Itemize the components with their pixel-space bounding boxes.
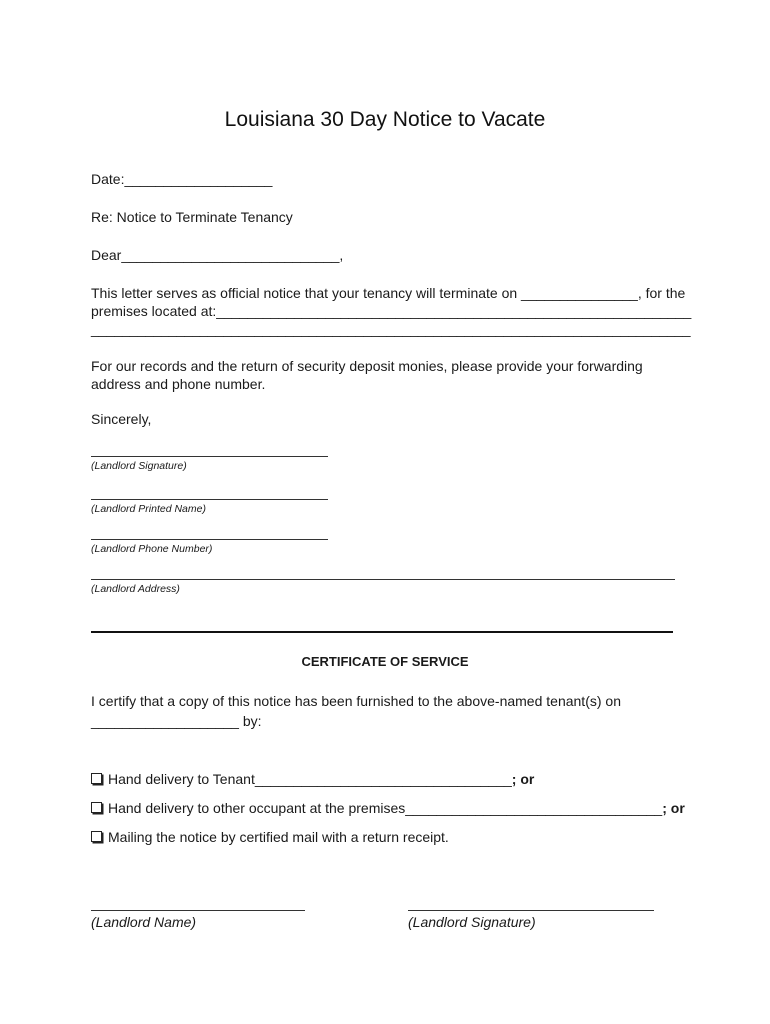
landlord-signature-line — [91, 456, 328, 457]
landlord-printed-name-line — [91, 499, 328, 500]
certificate-line1: I certify that a copy of this notice has been furnished to the above-named tenant(s) on — [91, 693, 621, 709]
landlord-printed-name-caption: (Landlord Printed Name) — [91, 503, 206, 515]
section-divider — [91, 631, 673, 633]
dear-line: Dear____________________________, — [91, 247, 344, 263]
option-hand-delivery-occupant — [91, 800, 685, 816]
option-text: Mailing the notice by certified mail with a return receipt. — [108, 829, 449, 845]
checkbox — [91, 773, 102, 784]
certificate-title: CERTIFICATE OF SERVICE — [301, 654, 469, 669]
footer-landlord-signature-line — [408, 910, 654, 911]
landlord-phone-caption: (Landlord Phone Number) — [91, 543, 213, 555]
closing: Sincerely, — [91, 411, 152, 427]
option-suffix: ; or — [662, 800, 685, 816]
option-hand-delivery-tenant — [91, 771, 534, 787]
landlord-signature-caption: (Landlord Signature) — [91, 460, 187, 472]
landlord-address-caption: (Landlord Address) — [91, 583, 180, 595]
re-line: Re: Notice to Terminate Tenancy — [91, 209, 293, 225]
option-suffix: ; or — [511, 771, 535, 787]
footer-landlord-signature-caption: (Landlord Signature) — [408, 914, 536, 930]
para2-line1: For our records and the return of security deposit monies, please provide your forwarding — [91, 358, 643, 374]
checkbox — [91, 802, 102, 813]
footer-landlord-name-caption: (Landlord Name) — [91, 914, 197, 930]
option-text: Hand delivery to other occupant at the premises_________________________________ — [108, 800, 663, 816]
para2-line2: address and phone number. — [91, 376, 266, 392]
para1-line3: _____________________________________________________________________________ — [91, 321, 691, 337]
footer-landlord-name-line — [91, 910, 305, 911]
option-certified-mail — [91, 829, 449, 845]
option-text: Hand delivery to Tenant_________________________________ — [108, 771, 512, 787]
date-line: Date:___________________ — [91, 171, 273, 187]
document-title: Louisiana 30 Day Notice to Vacate — [224, 108, 546, 131]
para1-line2: premises located at:_____________________________________________________________ — [91, 303, 692, 319]
landlord-phone-line — [91, 539, 328, 540]
checkbox — [91, 831, 102, 842]
certificate-line2: ___________________ by: — [91, 713, 262, 729]
landlord-address-line — [91, 579, 675, 580]
para1-line1: This letter serves as official notice that your tenancy will terminate on _______________, for the — [91, 285, 686, 301]
